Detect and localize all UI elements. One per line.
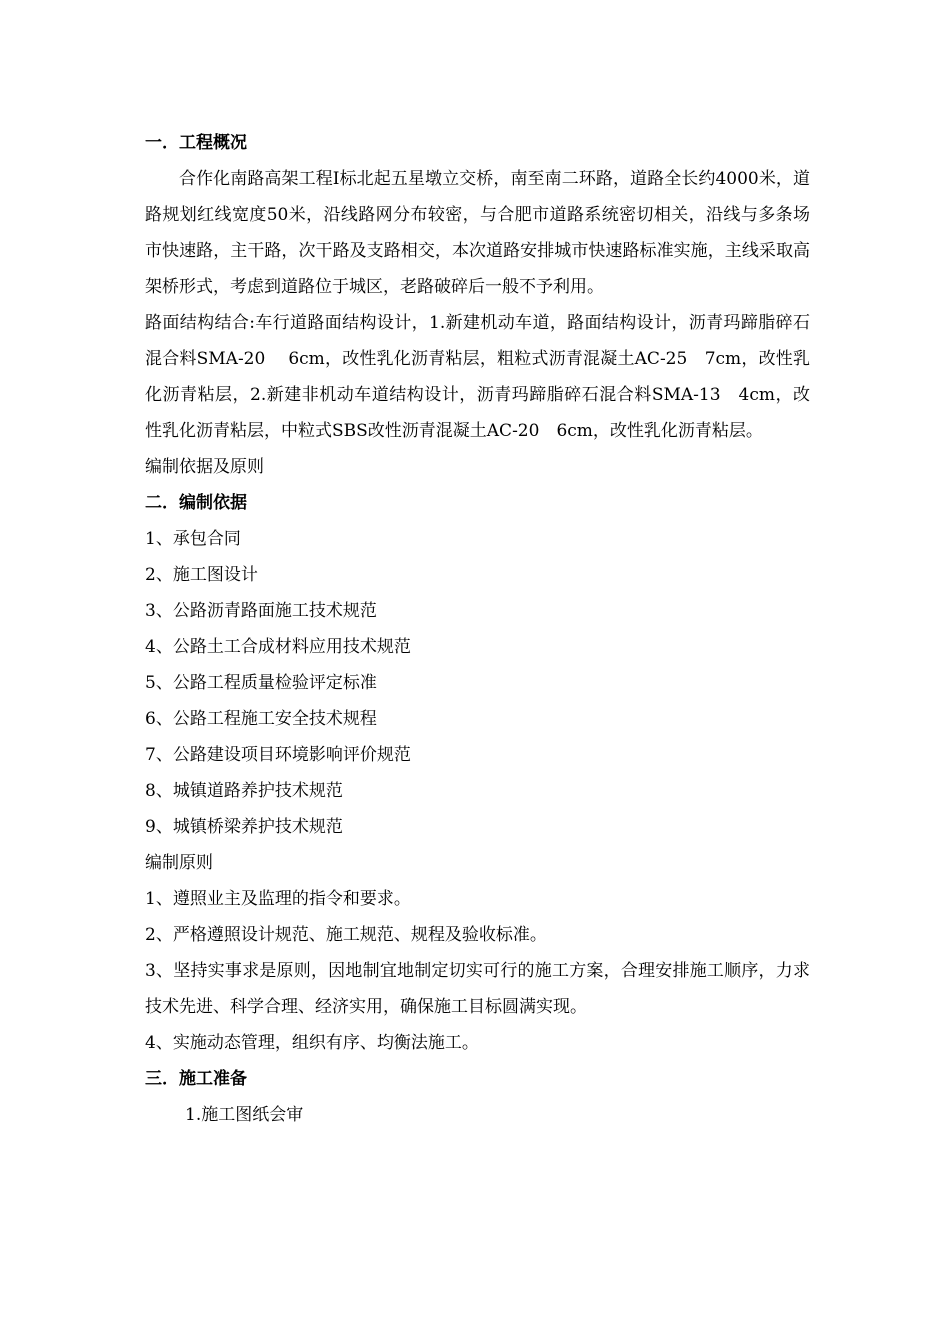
list-item: 2、施工图设计	[145, 565, 258, 585]
list-item: 3、公路沥青路面施工技术规范	[145, 601, 377, 621]
document-page	[145, 125, 810, 1133]
principle-item-1: 1、遵照业主及监理的指令和要求。	[145, 889, 411, 909]
list-item: 4、公路土工合成材料应用技术规范	[145, 637, 411, 657]
list-item: 5、公路工程质量检验评定标准	[145, 673, 377, 693]
list-item: 9、城镇桥梁养护技术规范	[145, 817, 343, 837]
section-heading-basis: 二．编制依据	[145, 493, 247, 513]
principle-item-3: 3、坚持实事求是原则，因地制宜地制定切实可行的施工方案，合理安排施工顺序，力求技术先进、科学合理、经济实用，确保施工目标圆满实现。	[145, 961, 810, 1017]
section-heading-overview: 一．工程概况	[145, 133, 247, 153]
section-heading-preparation: 三．施工准备	[145, 1069, 247, 1089]
principle-item-4: 4、实施动态管理，组织有序、均衡法施工。	[145, 1033, 479, 1053]
overview-paragraph: 合作化南路高架工程Ⅰ标北起五星墩立交桥，南至南二环路，道路全长约4000米，道路规划红线宽度50米，沿线路网分布较密，与合肥市道路系统密切相关，沿线与多条场市快速路，主干路，次干路及支路相交，本次道路安排城市快速路标准实施，主线采取高架桥形式，考虑到道路位于城区，老路破碎后一般不予利用。	[145, 169, 810, 297]
basis-principles-title: 编制依据及原则	[145, 457, 264, 477]
list-item: 6、公路工程施工安全技术规程	[145, 709, 377, 729]
list-item: 1、承包合同	[145, 529, 241, 549]
principles-title: 编制原则	[145, 853, 213, 873]
principle-item-2: 2、严格遵照设计规范、施工规范、规程及验收标准。	[145, 925, 547, 945]
list-item: 7、公路建设项目环境影响评价规范	[145, 745, 411, 765]
list-item: 8、城镇道路养护技术规范	[145, 781, 343, 801]
pavement-structure-paragraph: 路面结构结合:车行道路面结构设计，1.新建机动车道，路面结构设计，沥青玛蹄脂碎石混合料SMA-20 6cm，改性乳化沥青粘层，粗粒式沥青混凝土AC-25 7cm，改性乳化沥青粘层，2.新建非机动车道结构设计，沥青玛蹄脂碎石混合料SMA-13 4cm，改性乳化沥青粘层，中粒式SBS改性沥青混凝土AC-20 6cm，改性乳化沥青粘层。	[145, 313, 810, 441]
preparation-item-1: 1.施工图纸会审	[185, 1105, 304, 1125]
basis-list	[145, 521, 810, 845]
